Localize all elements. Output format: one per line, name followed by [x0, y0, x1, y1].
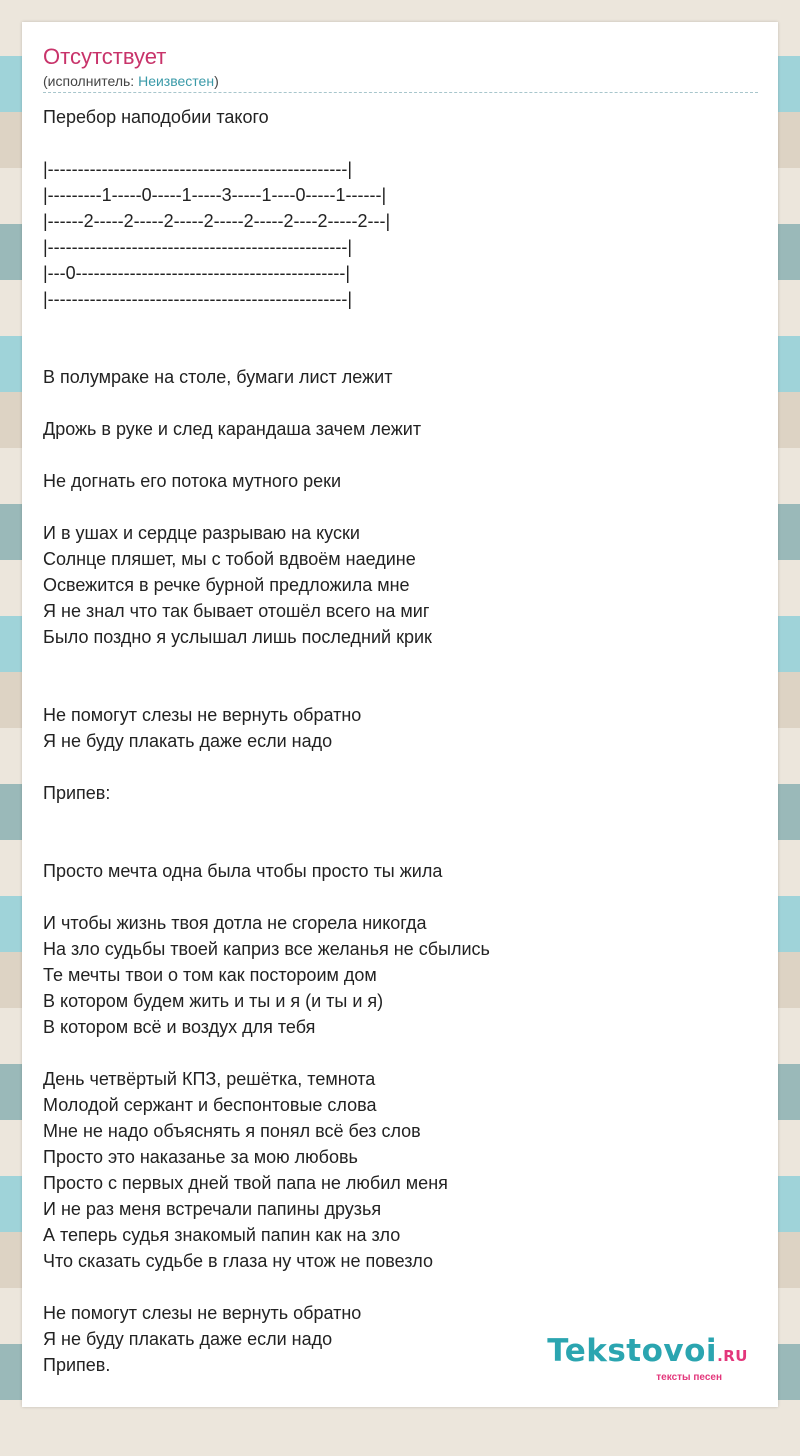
header-divider — [43, 92, 758, 93]
lyrics-text: Перебор наподобии такого |--------------------------------------------------| |---------1-----0-----1-----3-----1----0-----1------| |------2-----2-----2-----2-----2-----2----2-----2---| |--------------------------------------------------| |---0---------------------------------------------| |--------------------------------------------------| В полумраке на столе, бумаги лист лежит Дрожь в руке и след карандаша зачем лежит Не догнать его потока мутного реки И в ушах и сердце разрываю на куски Солнце пляшет, мы с тобой вдвоём наедине Освежится в речке бурной предложила мне Я не знал что так бывает отошёл всего на миг Было поздно я услышал лишь последний крик Не помогут слезы не вернуть обратно Я не буду плакать даже если надо Припев: Просто мечта одна была чтобы просто ты жила И чтобы жизнь твоя дотла не сгорела никогда На зло судьбы твоей каприз все желанья не сбылись Те мечты твои о том как постороим дом В котором будем жить и ты и я (и ты и я) В котором всё и воздух для тебя День четвёртый КПЗ, решётка, темнота Молодой сержант и беспонтовые слова Мне не надо объяснять я понял всё без слов Просто это наказанье за мою любовь Просто с первых дней твой папа не любил меня И не раз меня встречали папины друзья А теперь судья знакомый папин как на зло Что сказать судьбе в глаза ну чтож не повезло Не помогут слезы не вернуть обратно Я не буду плакать даже если надо Припев. — [43, 107, 490, 1375]
song-title: Отсутствует — [43, 44, 167, 69]
lyrics-card — [22, 22, 778, 1407]
song-header — [43, 42, 758, 90]
logo-tld: .RU — [717, 1347, 748, 1365]
artist-suffix: ) — [214, 73, 219, 89]
artist-line — [43, 72, 758, 90]
logo-tagline: тексты песен — [656, 1372, 722, 1383]
artist-link[interactable]: Неизвестен — [138, 73, 215, 89]
logo-name: Tekstovoi — [547, 1333, 718, 1369]
artist-prefix: (исполнитель: — [43, 73, 139, 89]
logo-wordmark — [547, 1335, 748, 1372]
background-stripe — [0, 1400, 800, 1456]
site-logo[interactable] — [547, 1335, 748, 1383]
